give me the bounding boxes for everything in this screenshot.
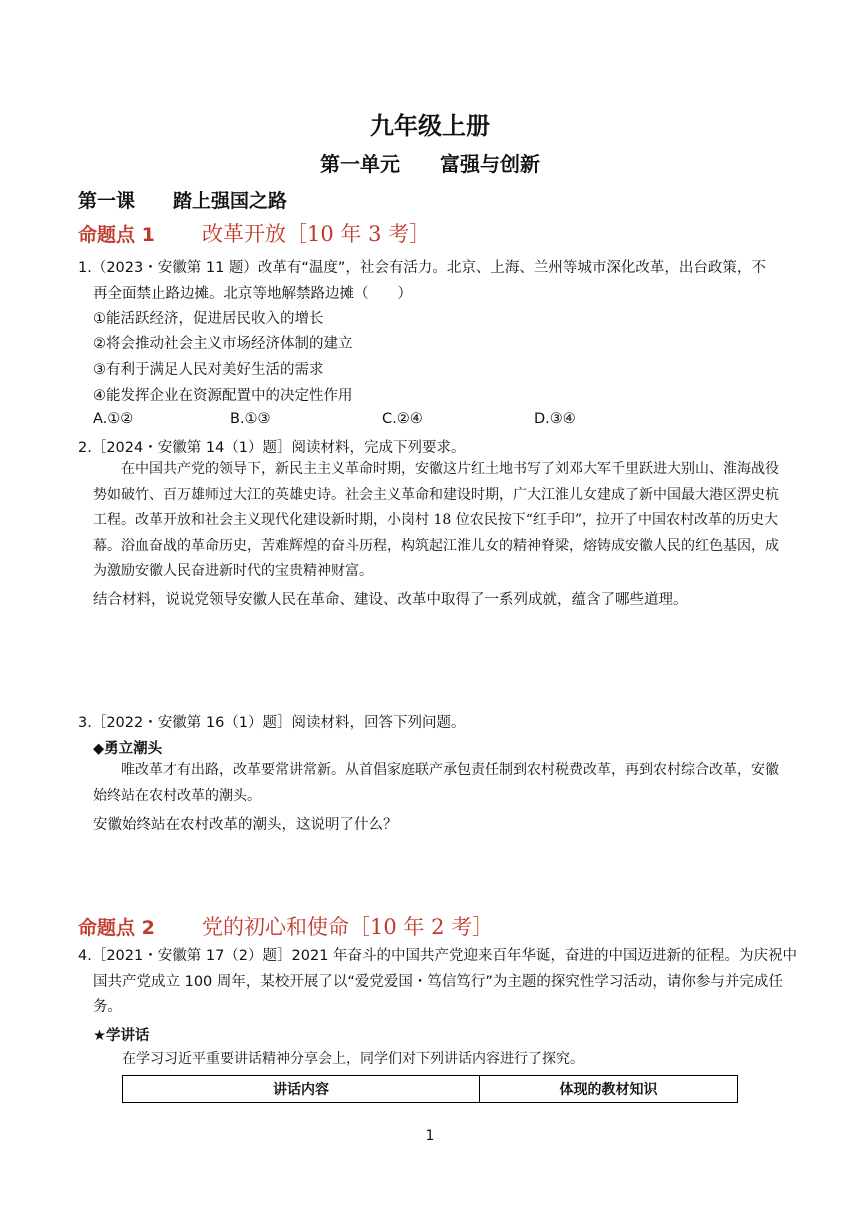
point-1-title: 改革开放［10 年 3 考］ (202, 222, 431, 246)
q3-question: 安徽始终站在农村改革的潮头，这说明了什么？ (93, 817, 398, 833)
q3-material: 唯改革才有出路，改革要常讲常新。从首倡家庭联产承包责任制到农村税费改革，再到农村综合改革，安徽始终站在农村改革的潮头。 (93, 762, 779, 804)
q1-option-a: A.①② (93, 411, 134, 427)
point-2-title: 党的初心和使命［10 年 2 考］ (202, 915, 494, 939)
q1-item-1: ①能活跃经济，促进居民收入的增长 (93, 311, 324, 327)
q3-subhead: ◆勇立潮头 (93, 741, 163, 757)
q1-item-4: ④能发挥企业在资源配置中的决定性作用 (93, 388, 353, 404)
q2-stem: 2.［2024・安徽第 14（1）题］阅读材料，完成下列要求。 (78, 440, 466, 456)
q2-material: 在中国共产党的领导下，新民主主义革命时期，安徽这片红土地书写了刘邓大军千里跃进大别山、淮海战役势如破竹、百万雄师过大江的英雄史诗。社会主义革命和建设时期，广大江淮儿女建成了新中国最大港区淠史杭工程。改革开放和社会主义现代化建设新时期，小岗村 18 位农民按下“红手印”，拉开了中国农村改革的历史大幕。浴血奋战的革命历史，苦难辉煌的奋斗历程，构筑起江淮儿女的精神脊梁，熔铸成安徽人民的红色基因，成为激励安徽人民奋进新时代的宝贵精神财富。 (93, 461, 779, 579)
q1-stem-line2: 再全面禁止路边摊。北京等地解禁路边摊（ ） (93, 286, 412, 302)
grade-title: 九年级上册 (370, 112, 490, 140)
q1-stem-line1: 1.（2023・安徽第 11 题）改革有“温度”，社会有活力。北京、上海、兰州等城市深化改革，出台政策，不 (78, 260, 766, 276)
q1-option-d: D.③④ (534, 411, 576, 427)
page-number: 1 (425, 1128, 435, 1144)
table-header-knowledge: 体现的教材知识 (480, 1076, 738, 1103)
q1-item-2: ②将会推动社会主义市场经济体制的建立 (93, 336, 353, 352)
q4-stem: 4.［2021・安徽第 17（2）题］2021 年奋斗的中国共产党迎来百年华诞，奋进的中国迈进新的征程。为庆祝中国共产党成立 100 周年，某校开展了以“爱党爱国・笃信笃行”为主题的探究性学习活动，请你参与并完成任务。 (78, 948, 798, 1015)
table-header-speech: 讲话内容 (123, 1076, 480, 1103)
q4-intro: 在学习习近平重要讲话精神分享会上，同学们对下列讲话内容进行了探究。 (122, 1051, 584, 1067)
lesson-title: 第一课 踏上强国之路 (78, 190, 288, 212)
q1-option-c: C.②④ (382, 411, 423, 427)
q4-answer-table (122, 1075, 738, 1103)
q3-stem: 3.［2022・安徽第 16（1）题］阅读材料，回答下列问题。 (78, 715, 466, 731)
q1-item-3: ③有利于满足人民对美好生活的需求 (93, 362, 324, 378)
q1-option-b: B.①③ (230, 411, 271, 427)
unit-title: 第一单元 富强与创新 (320, 152, 540, 176)
point-2-tag: 命题点 2 (78, 917, 155, 939)
point-1-tag: 命题点 1 (78, 224, 155, 246)
q2-question: 结合材料，说说党领导安徽人民在革命、建设、改革中取得了一系列成就，蕴含了哪些道理。 (93, 592, 688, 608)
q4-subhead: ★学讲话 (93, 1028, 150, 1044)
